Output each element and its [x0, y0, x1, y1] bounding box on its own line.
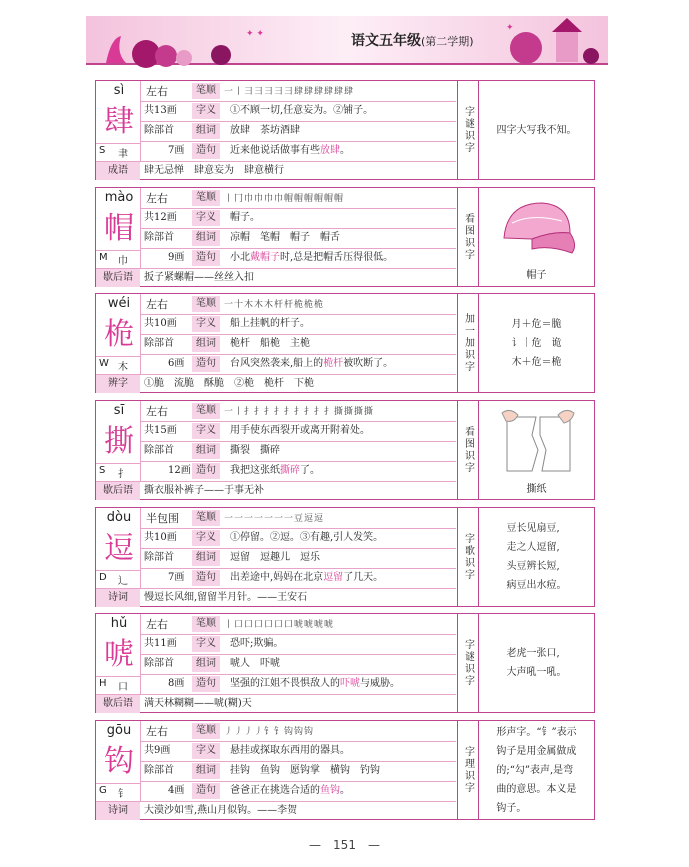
meaning-row	[140, 635, 456, 653]
meaning-text: 悬挂或探取东西用的器具。	[230, 745, 350, 756]
meaning-row	[140, 209, 456, 227]
side-content	[479, 401, 594, 499]
main-character: 帽	[104, 211, 134, 246]
pinyin: sī	[113, 403, 125, 418]
side-content	[479, 81, 594, 179]
meaning-text: ①不顾一切,任意妄为。②铺子。	[230, 105, 374, 116]
words-text: 桅杆 船桅 主桅	[230, 338, 310, 349]
entry-footer	[96, 269, 456, 287]
entry-footer	[96, 695, 456, 713]
meaning-row	[140, 742, 456, 760]
remaining-strokes: 8画	[168, 678, 185, 689]
meaning-text: 船上挂帆的杆子。	[230, 318, 310, 329]
side-content	[479, 294, 594, 392]
structure: 半包围	[146, 512, 179, 525]
side-method	[458, 294, 478, 392]
side-text-line: 豆长见扇豆,	[506, 523, 560, 534]
page-number: — 151 —	[309, 838, 380, 852]
sentence-text	[230, 569, 383, 587]
side-text-line: 讠｜危 诡	[511, 337, 562, 349]
remaining-strokes: 9画	[168, 252, 185, 263]
sentence-row	[140, 675, 456, 693]
words-row	[140, 762, 456, 780]
index-letter: S	[99, 465, 106, 476]
index-divider	[96, 676, 140, 677]
index-divider	[96, 250, 140, 251]
structure: 左右	[146, 405, 168, 418]
meaning-label: 字义	[192, 103, 220, 119]
meaning-row	[140, 102, 456, 120]
sentence-part: 近来他说话做事有些	[230, 145, 320, 156]
side-text-line: 木＋危＝桅	[511, 356, 562, 368]
sentence-highlight: 放肆	[320, 145, 340, 156]
pinyin: mào	[104, 190, 134, 205]
stroke-order-label: 笔顺	[192, 723, 220, 739]
character-entry	[95, 613, 595, 713]
sentence-row	[140, 249, 456, 267]
footer-text: 肆无忌惮 肆意妄为 肆意横行	[144, 165, 284, 176]
sentence-text	[230, 249, 393, 267]
side-text-line: 钩子。	[496, 802, 527, 814]
sentence-label: 造句	[192, 463, 220, 479]
index-letter: M	[99, 252, 108, 263]
pinyin: gōu	[106, 723, 132, 738]
entry-footer	[96, 162, 456, 180]
words-label: 组词	[192, 123, 220, 139]
side-text-line: 曲的意思。本义是	[496, 783, 577, 795]
side-text-line: 头豆辨长短,	[506, 561, 560, 572]
side-text-line: 病豆出水痘。	[506, 580, 567, 591]
meaning-text: ①停留。②逗。③有趣,引人发笑。	[230, 532, 384, 543]
footer-text: 慢逗长风细,留留半月针。——王安石	[144, 592, 308, 603]
entry-footer	[96, 375, 456, 393]
stroke-order-label: 笔顺	[192, 510, 220, 526]
entry-footer	[96, 482, 456, 500]
side-text	[507, 519, 567, 595]
page-title	[351, 30, 474, 50]
sentence-text	[230, 782, 350, 800]
words-row	[140, 655, 456, 673]
footer-text: 大漠沙如雪,燕山月似钩。——李贺	[144, 805, 298, 816]
sentence-part: 了几天。	[343, 572, 384, 583]
stroke-order: 丨冂巾巾巾巾帽帽帽帽帽帽	[224, 194, 345, 204]
radical-name: 除部首	[144, 125, 174, 136]
footer-tag: 辨字	[96, 375, 140, 393]
words-row	[140, 442, 456, 460]
radical: 木	[118, 362, 128, 373]
character-entry	[95, 293, 595, 393]
radical-name: 除部首	[144, 658, 174, 669]
sentence-part: 了。	[300, 465, 320, 476]
sentence-row	[140, 462, 456, 480]
side-content	[479, 508, 594, 606]
book-title: 语文五年级	[351, 33, 421, 49]
stroke-order: 丿丿丿丿钅钅钩钩钩	[224, 727, 315, 737]
structure: 左右	[146, 725, 168, 738]
footer-tag: 诗词	[96, 589, 140, 607]
sentence-text	[230, 142, 350, 160]
radical: 巾	[118, 256, 128, 267]
cap-illustration	[492, 193, 582, 263]
side-text-line: 月＋危＝脆	[511, 318, 562, 330]
stroke-order: 一一一一一一一豆逗逗	[224, 514, 325, 524]
radical-name: 除部首	[144, 552, 174, 563]
entry-footer	[96, 589, 456, 607]
radical: 钅	[118, 789, 128, 800]
side-method-label: 看图识字	[462, 213, 474, 261]
stroke-order: 一十木木木杆杆桅桅桅	[224, 300, 325, 310]
remaining-strokes: 7画	[168, 572, 185, 583]
sentence-highlight: 吓唬	[340, 678, 360, 689]
meaning-label: 字义	[192, 316, 220, 332]
pinyin: dòu	[106, 510, 132, 525]
index-divider	[96, 463, 140, 464]
side-text-line: 大声吼一吼。	[506, 667, 567, 678]
side-text-line: 四字大写我不知。	[496, 124, 577, 136]
structure: 左右	[146, 85, 168, 98]
side-content	[479, 188, 594, 286]
structure: 左右	[146, 298, 168, 311]
side-method	[458, 508, 478, 606]
radical-name: 除部首	[144, 232, 174, 243]
side-method-label: 加一加识字	[462, 313, 474, 373]
footer-tag: 歇后语	[96, 269, 140, 287]
entry-main	[96, 401, 456, 499]
words-label: 组词	[192, 443, 220, 459]
sentence-part: 爸爸正在挑选合适的	[230, 785, 320, 796]
stroke-order-label: 笔顺	[192, 190, 220, 206]
sentence-text	[230, 355, 393, 373]
footer-text: 满天林糊糊——唬(糊)天	[144, 698, 252, 709]
meaning-row	[140, 422, 456, 440]
radical: 口	[118, 682, 128, 693]
side-method-label: 字理识字	[462, 746, 474, 794]
words-row	[140, 229, 456, 247]
sentence-row	[140, 355, 456, 373]
pinyin: hǔ	[110, 616, 128, 631]
book-subtitle: (第二学期)	[421, 35, 474, 48]
sentence-label: 造句	[192, 143, 220, 159]
structure: 左右	[146, 618, 168, 631]
radical: 聿	[118, 149, 128, 160]
index-divider	[96, 356, 140, 357]
main-character: 撕	[104, 424, 134, 459]
footer-text: 撕衣服补裤子——于事无补	[144, 485, 264, 496]
entry-main	[96, 294, 456, 392]
character-entry	[95, 187, 595, 287]
pinyin: sì	[113, 83, 125, 98]
sentence-label: 造句	[192, 250, 220, 266]
side-content	[479, 721, 594, 819]
footer-tag: 歇后语	[96, 482, 140, 500]
sentence-label: 造句	[192, 783, 220, 799]
side-method-label: 字谜识字	[462, 106, 474, 154]
character-entry	[95, 80, 595, 180]
cap-figure	[492, 193, 582, 281]
footer-tag: 歇后语	[96, 695, 140, 713]
main-character: 肆	[104, 104, 134, 139]
page-header	[86, 8, 608, 70]
index-divider	[96, 570, 140, 571]
index-letter: W	[99, 358, 109, 369]
sentence-label: 造句	[192, 570, 220, 586]
side-text-line: 走之人逗留,	[506, 542, 560, 553]
sentence-row	[140, 569, 456, 587]
sentence-part: 被吹断了。	[343, 358, 394, 369]
main-character: 钩	[104, 744, 134, 779]
words-label: 组词	[192, 763, 220, 779]
index-letter: D	[99, 572, 107, 583]
meaning-text: 帽子。	[230, 212, 260, 223]
meaning-label: 字义	[192, 636, 220, 652]
meaning-row	[140, 315, 456, 333]
main-character: 唬	[104, 637, 134, 672]
remaining-strokes: 7画	[168, 145, 185, 156]
side-text	[507, 644, 567, 682]
sentence-highlight: 桅杆	[323, 358, 344, 369]
side-method-label: 字歌识字	[462, 533, 474, 581]
sentence-part: 与威胁。	[360, 678, 400, 689]
side-method	[458, 401, 478, 499]
sentence-text	[230, 675, 400, 693]
words-text: 挂钩 鱼钩 愿钩掌 横钩 钓钩	[230, 765, 380, 776]
character-entry	[95, 507, 595, 607]
sentence-label: 造句	[192, 356, 220, 372]
header-banner-decoration	[86, 8, 608, 70]
radical: 扌	[118, 469, 128, 480]
cap-caption: 帽子	[526, 270, 547, 281]
svg-text:✦ ✦: ✦ ✦	[246, 29, 264, 39]
sentence-part: 。	[340, 785, 350, 796]
index-letter: H	[99, 678, 107, 689]
entry-main	[96, 721, 456, 819]
tearing-paper-figure	[492, 405, 582, 495]
sentence-label: 造句	[192, 676, 220, 692]
entry-main	[96, 81, 456, 179]
side-method	[458, 721, 478, 819]
words-text: 唬人 吓唬	[230, 658, 280, 669]
index-letter: G	[99, 785, 107, 796]
remaining-strokes: 4画	[168, 785, 185, 796]
index-letter: S	[99, 145, 106, 156]
footer-tag: 成语	[96, 162, 140, 180]
sentence-row	[140, 142, 456, 160]
meaning-label: 字义	[192, 423, 220, 439]
words-label: 组词	[192, 550, 220, 566]
side-text-line: 的;“勾”表声,是弯	[496, 764, 574, 776]
pinyin: wéi	[107, 296, 131, 311]
radical-name: 除部首	[144, 765, 174, 776]
words-text: 逗留 逗趣儿 逗乐	[230, 552, 320, 563]
stroke-order-label: 笔顺	[192, 403, 220, 419]
sentence-part: 出差途中,妈妈在北京	[230, 572, 324, 583]
stroke-count: 共9画	[144, 745, 171, 756]
entry-footer	[96, 802, 456, 820]
words-text: 凉帽 笔帽 帽子 帽舌	[230, 232, 340, 243]
remaining-strokes: 6画	[168, 358, 185, 369]
entry-main	[96, 188, 456, 286]
words-row	[140, 335, 456, 353]
svg-text:✦: ✦	[506, 23, 514, 33]
structure: 左右	[146, 192, 168, 205]
sentence-highlight: 戴帽子	[250, 252, 280, 263]
stroke-order-label: 笔顺	[192, 616, 220, 632]
stroke-count: 共11画	[144, 638, 177, 649]
radical-name: 除部首	[144, 338, 174, 349]
footer-text: 扳子紧螺帽——丝丝入扣	[144, 272, 254, 283]
stroke-count: 共12画	[144, 212, 177, 223]
meaning-label: 字义	[192, 530, 220, 546]
radical: 辶	[118, 576, 128, 587]
main-character: 桅	[104, 317, 134, 352]
stroke-count: 共13画	[144, 105, 177, 116]
meaning-text: 恐吓;欺骗。	[230, 638, 284, 649]
sentence-highlight: 撕碎	[280, 465, 300, 476]
side-method-label: 看图识字	[462, 426, 474, 474]
side-text-line: 形声字。“钅”表示	[496, 726, 577, 738]
stroke-order-label: 笔顺	[192, 83, 220, 99]
words-label: 组词	[192, 230, 220, 246]
stroke-order: 一丨彐彐彐彐彐肆肆肆肆肆肆	[224, 87, 355, 97]
sentence-part: 台风突然袭来,船上的	[230, 358, 324, 369]
tearing-paper-illustration	[492, 405, 582, 477]
meaning-label: 字义	[192, 210, 220, 226]
side-text	[512, 315, 562, 372]
main-character: 逗	[104, 531, 134, 566]
side-text	[497, 121, 577, 140]
sentence-highlight: 鱼钩	[320, 785, 340, 796]
side-text-line: 老虎一张口,	[506, 648, 560, 659]
sentence-text	[230, 462, 320, 480]
side-method	[458, 81, 478, 179]
words-label: 组词	[192, 336, 220, 352]
sentence-part: 。	[340, 145, 350, 156]
stroke-count: 共10画	[144, 318, 177, 329]
side-text	[496, 723, 576, 818]
words-text: 撕裂 撕碎	[230, 445, 280, 456]
stroke-count: 共10画	[144, 532, 177, 543]
index-divider	[96, 783, 140, 784]
words-label: 组词	[192, 656, 220, 672]
stroke-order: 一丨扌扌扌扌扌扌扌扌扌撕撕撕撕	[224, 407, 375, 417]
radical-name: 除部首	[144, 445, 174, 456]
entry-main	[96, 614, 456, 712]
meaning-label: 字义	[192, 743, 220, 759]
side-method	[458, 614, 478, 712]
sentence-part: 我把这张纸	[230, 465, 280, 476]
remaining-strokes: 12画	[168, 465, 191, 476]
stroke-order: 丨口口口口口口唬唬唬唬	[224, 620, 335, 630]
footer-tag: 诗词	[96, 802, 140, 820]
footer-text: ①脆 流脆 酥脆 ②桅 桅杆 下桅	[144, 378, 314, 389]
sentence-row	[140, 782, 456, 800]
side-text-line: 钩子是用金属做成	[496, 745, 577, 757]
side-method-label: 字谜识字	[462, 639, 474, 687]
entry-main	[96, 508, 456, 606]
character-entry	[95, 720, 595, 820]
stroke-order-label: 笔顺	[192, 296, 220, 312]
words-row	[140, 122, 456, 140]
character-entry	[95, 400, 595, 500]
index-divider	[96, 143, 140, 144]
meaning-row	[140, 529, 456, 547]
sentence-part: 坚强的江姐不畏惧敌人的	[230, 678, 340, 689]
meaning-text: 用手使东西裂开或离开附着处。	[230, 425, 370, 436]
sentence-part: 时,总是把帽舌压得很低。	[280, 252, 394, 263]
stroke-count: 共15画	[144, 425, 177, 436]
words-text: 放肆 茶坊酒肆	[230, 125, 300, 136]
side-method	[458, 188, 478, 286]
sentence-highlight: 逗留	[323, 572, 344, 583]
side-content	[479, 614, 594, 712]
words-row	[140, 549, 456, 567]
sentence-part: 小北	[230, 252, 250, 263]
tearing-paper-caption: 撕纸	[526, 484, 547, 495]
